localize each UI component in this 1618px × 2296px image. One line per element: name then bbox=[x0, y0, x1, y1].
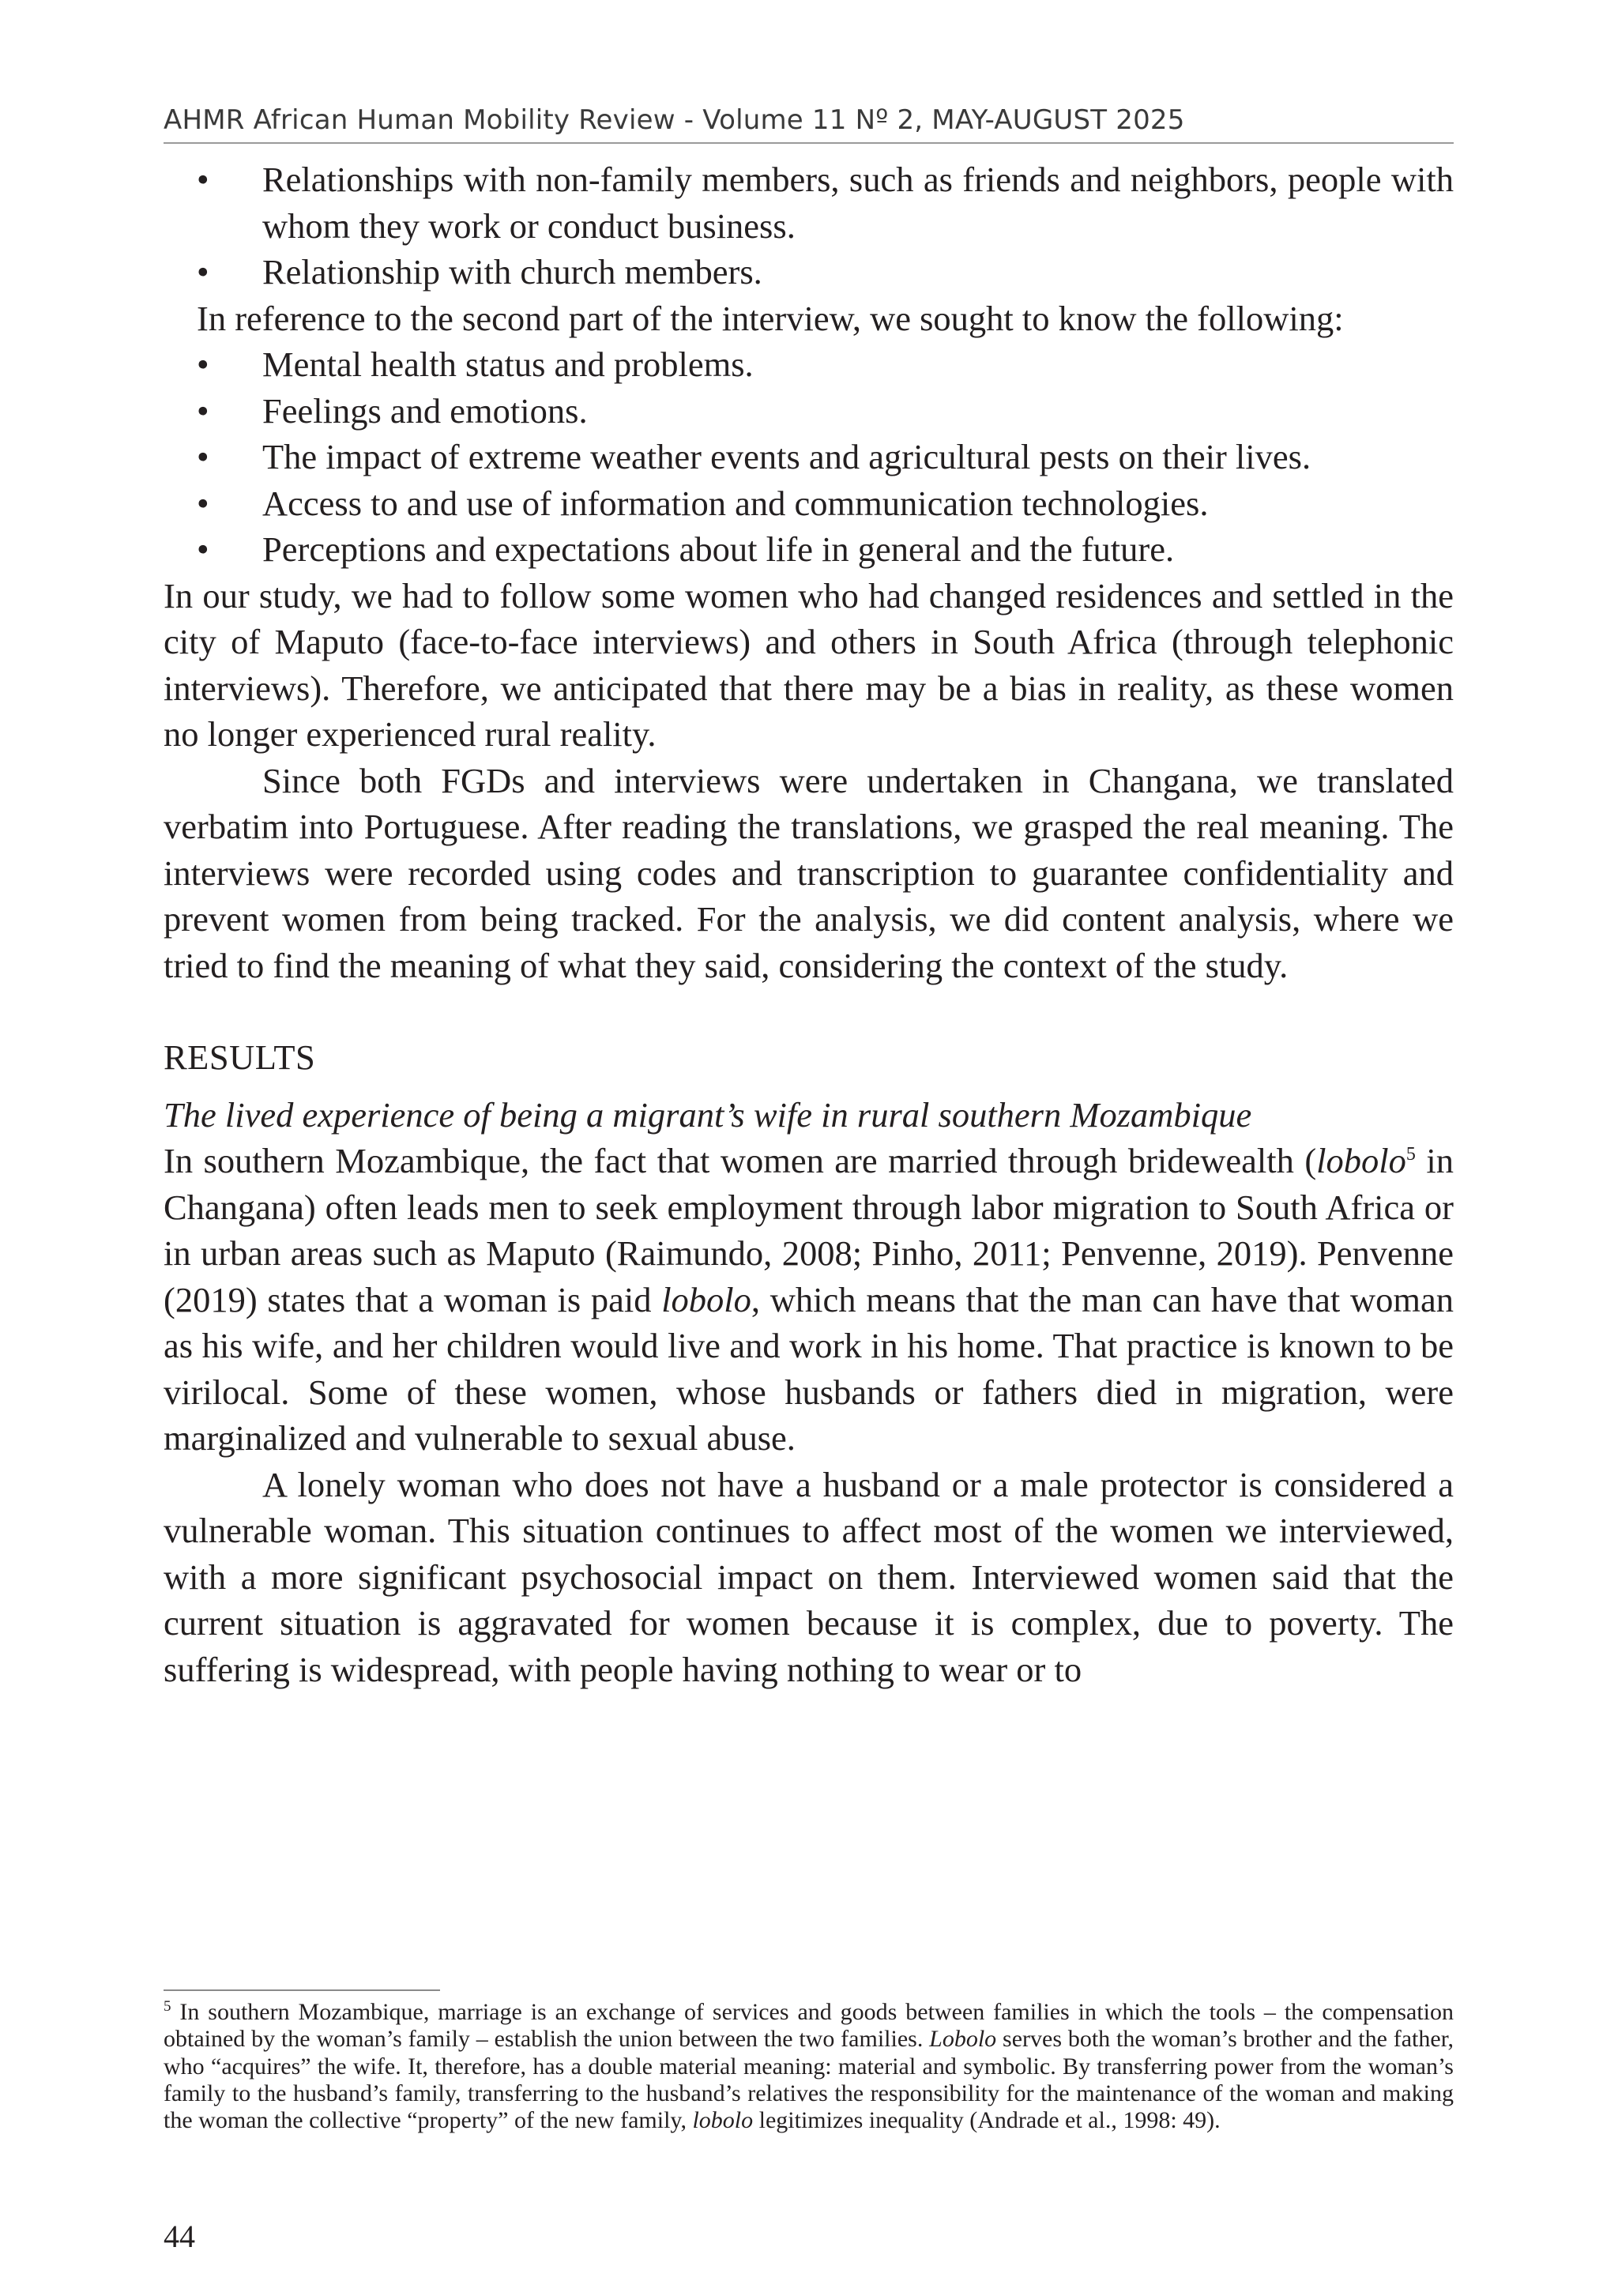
list-item: • Feelings and emotions. bbox=[164, 388, 1454, 435]
text-run: legitimizes inequality (Andrade et al., 1998: 49). bbox=[753, 2107, 1221, 2134]
paragraph-study-bias: In our study, we had to follow some women who had changed residences and settled in the city of Maputo (face-to-face interviews) and others in South Africa (through telephonic interviews). Therefore, we anticipated that there may be a bias in reality, as these women no longer experienced rural reality. bbox=[164, 575, 1454, 754]
paragraph-translation: Since both FGDs and interviews were undertaken in Changana, we translated verbatim into Portuguese. After reading the translations, we grasped the real meaning. The interviews were recorded using codes and transcription to guarantee confidentiality and prevent women from being tracked. For the analysis, we did content analysis, where we tried to find the meaning of what they said, considering the context of the study. bbox=[164, 760, 1454, 985]
running-header: AHMR African Human Mobility Review - Volume 11 Nº 2, MAY-AUGUST 2025 bbox=[164, 104, 1185, 136]
text-run: in Changana) often leads men to seek employment through labor migration to South Africa or in urban areas such as Maputo (Raimundo, 2008; Pinho, 2011; Penvenne, 2019). Penvenne (2019) states that a woman is paid bbox=[164, 1141, 1454, 1319]
term-lobolo: lobolo bbox=[692, 2107, 754, 2134]
term-lobolo: lobolo bbox=[661, 1279, 751, 1319]
paragraph-lonely-woman: A lonely woman who does not have a husband or a male protector is considered a vulnerable woman. This situation continues to affect most of the women we interviewed, with a more significant psychosocial impact on them. Interviewed women said that the current situation is aggravated for women because it is complex, due to poverty. The suffering is widespread, with people having nothing to wear or to bbox=[164, 1464, 1454, 1689]
paragraph-bridewealth bbox=[164, 1138, 1454, 1462]
text-run: , which means that the man can have that woman as his wife, and her children would live and work in his home. That practice is known to be virilocal. Some of these women, whose husbands or fathers died in migration, were marginalized and vulnerable to sexual abuse. bbox=[164, 1279, 1454, 1458]
list-item: • Mental health status and problems. bbox=[164, 341, 1454, 388]
bullet-list-part2 bbox=[164, 341, 1454, 573]
list-item: • Perceptions and expectations about life in general and the future. bbox=[164, 526, 1454, 573]
section-heading-results: RESULTS bbox=[164, 1037, 316, 1077]
footnote-reference[interactable]: 5 bbox=[1405, 1144, 1416, 1165]
list-item: • Access to and use of information and communication technologies. bbox=[164, 480, 1454, 527]
bullet-list-part1 bbox=[164, 156, 1454, 295]
list-item: • Relationship with church members. bbox=[164, 249, 1454, 295]
list-item: • The impact of extreme weather events and agricultural pests on their lives. bbox=[164, 434, 1454, 480]
term-lobolo: lobolo bbox=[1316, 1141, 1406, 1180]
main-text bbox=[164, 156, 1454, 1692]
term-lobolo: Lobolo bbox=[929, 2026, 997, 2053]
subsection-heading: The lived experience of being a migrant’s wife in rural southern Mozambique bbox=[164, 1094, 1252, 1135]
footnote-number: 5 bbox=[164, 1998, 171, 2015]
footnote-5 bbox=[164, 1999, 1454, 2134]
list-intro: In reference to the second part of the interview, we sought to know the following: bbox=[197, 298, 1344, 338]
footnote-divider bbox=[164, 1989, 440, 1991]
text-run: In southern Mozambique, marriage is an exchange of services and goods between families in which the tools – the compensation obtained by the woman’s family – establish the union between the two families. bbox=[164, 1999, 1454, 2053]
text-run: serves both the woman’s brother and the father, who “acquires” the wife. It, therefore, has a double material meaning: material and symbolic. By transferring power from the woman’s family to the husband’s family, transferring to the husband’s relatives the responsibility for the maintenance of the woman and making the woman the collective “property” of the new family, bbox=[164, 2026, 1454, 2134]
header-divider bbox=[164, 142, 1454, 144]
page-number: 44 bbox=[164, 2219, 195, 2254]
list-item: • Relationships with non-family members, such as friends and neighbors, people with whom they work or conduct business. bbox=[164, 156, 1454, 249]
text-run: In southern Mozambique, the fact that women are married through bridewealth ( bbox=[164, 1141, 1317, 1180]
